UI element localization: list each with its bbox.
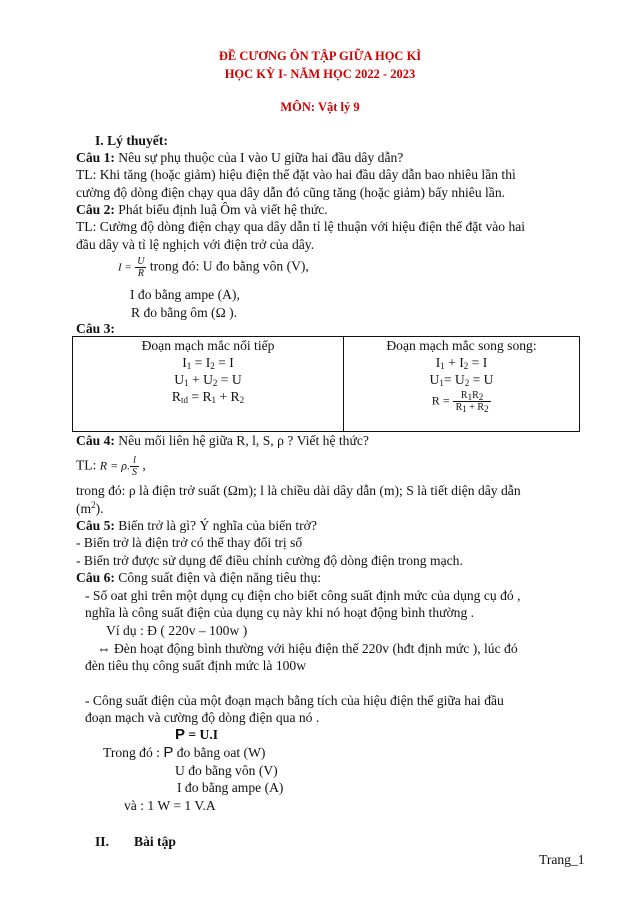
parallel-r-fraction bbox=[453, 390, 491, 413]
q6-para3-line2: đoạn mạch và cường độ dòng điện qua nó . bbox=[85, 710, 320, 725]
q4-lhs: R = ρ. bbox=[99, 458, 130, 473]
where-p-symbol: P bbox=[163, 744, 174, 761]
page-number: Trang_1 bbox=[539, 852, 585, 867]
parallel-r-numerator: $R_1R_2$ bbox=[453, 390, 491, 402]
q6-para2-line1: ⇔ Đèn hoạt động bình thường với hiệu điện thế 220v (hđt định mức ), lúc đó bbox=[97, 641, 518, 656]
series-resistance: $R_{td} = R_1 + R_2$ bbox=[171, 389, 245, 405]
parallel-r-denominator: $R_1 + R_2$ bbox=[455, 402, 489, 414]
q6-unit-equivalence: và : 1 W = 1 V.A bbox=[124, 798, 216, 813]
question-5 bbox=[76, 517, 317, 534]
q6-label: Câu 6: bbox=[76, 570, 115, 585]
q6-para1-line2: nghĩa là công suất điện của dụng cụ này khi nó hoạt động bình thường . bbox=[85, 605, 475, 620]
q4-definitions: trong đó: ρ là điện trở suất (Ωm); l là chiều dài dây dẫn (m); S là tiết diện dây dẫn bbox=[76, 483, 521, 498]
q4-label: Câu 4: bbox=[76, 433, 115, 448]
doc-title-line2: HỌC KỲ I- NĂM HỌC 2022 - 2023 bbox=[224, 67, 416, 81]
q6-where-i: I đo bằng ampe (A) bbox=[177, 780, 284, 795]
ohm-r-unit: R đo bằng ôm (Ω ). bbox=[131, 305, 238, 320]
q6-para3-line1: - Công suất điện của một đoạn mạch bằng tích của hiệu điện thế giữa hai đầu bbox=[85, 693, 504, 708]
q4-unit bbox=[76, 500, 104, 517]
q6-where-u: U đo bằng vôn (V) bbox=[175, 763, 278, 778]
section-2-title: Bài tập bbox=[134, 834, 176, 849]
q2-text: Phát biểu định luậ Ôm và viết hệ thức. bbox=[114, 202, 328, 217]
q2-answer-line1: TL: Cường độ dòng điện chạy qua dây dẫn tỉ lệ thuận với hiệu điện thế đặt vào hai bbox=[76, 219, 526, 234]
q5-label: Câu 5: bbox=[76, 518, 115, 533]
where-p-unit: đo bằng oat (W) bbox=[173, 745, 266, 760]
q6-para1-line1: - Số oat ghi trên một dụng cụ điện cho biết công suất định mức của dụng cụ đó , bbox=[85, 588, 521, 603]
doc-subject: MÔN: Vật lý 9 bbox=[280, 100, 360, 114]
question-6 bbox=[76, 569, 321, 586]
q6-power-formula bbox=[175, 726, 218, 743]
q4-unit-exponent: 2 bbox=[91, 500, 96, 510]
q1-text: Nêu sự phụ thuộc của I vào U giữa hai đầu dây dẫn? bbox=[114, 150, 404, 165]
q4-denominator: S bbox=[131, 467, 137, 478]
q4-fraction bbox=[130, 455, 139, 478]
ohm-lhs: I = bbox=[118, 261, 132, 274]
ohm-denominator: R bbox=[137, 268, 144, 279]
series-title: Đoạn mạch mắc nối tiếp bbox=[141, 338, 275, 353]
parallel-voltage: $U_1= U_2 = U$ bbox=[429, 372, 494, 388]
q1-label: Câu 1: bbox=[76, 150, 115, 165]
circuit-comparison-table bbox=[72, 336, 580, 432]
q5-answer-line1: - Biến trở là điện trở có thể thay đổi trị số bbox=[76, 535, 303, 550]
section-2-number: II. bbox=[95, 834, 109, 849]
q4-text: Nêu mối liên hệ giữa R, l, S, ρ ? Viết hệ thức? bbox=[114, 433, 369, 448]
q4-formula: TL: R = ρ. $\frac{l}{S}$ , bbox=[76, 455, 146, 478]
parallel-cell bbox=[344, 337, 580, 432]
q4-unit-end: ). bbox=[95, 501, 104, 516]
question-2 bbox=[76, 201, 328, 218]
q4-unit-base: (m bbox=[76, 501, 92, 516]
q6-example: Ví dụ : Đ ( 220v – 100w ) bbox=[106, 623, 248, 638]
series-cell bbox=[73, 337, 344, 432]
series-voltage: $U_1 + U_2 = U$ bbox=[174, 372, 242, 388]
ohm-law-formula bbox=[118, 256, 309, 279]
ohm-u-unit: trong đó: U đo bằng vôn (V), bbox=[146, 258, 309, 274]
parallel-title: Đoạn mạch mắc song song: bbox=[386, 338, 537, 353]
where-label: Trong đó : bbox=[103, 745, 164, 760]
question-4 bbox=[76, 432, 369, 449]
parallel-current: $I_1 + I_2 = I$ bbox=[435, 355, 488, 371]
section-1-title: I. Lý thuyết: bbox=[95, 133, 168, 148]
q2-answer-line2: đầu dây và tỉ lệ nghịch với điện trở của dây. bbox=[76, 237, 315, 252]
ohm-numerator: U bbox=[137, 256, 145, 267]
q2-label: Câu 2: bbox=[76, 202, 115, 217]
doc-title-line1: ĐỀ CƯƠNG ÔN TẬP GIỮA HỌC KÌ bbox=[218, 49, 422, 63]
q1-answer-line1: TL: Khi tăng (hoặc giảm) hiệu điện thế đặt vào hai đầu dây dẫn bao nhiêu lần thì bbox=[76, 167, 516, 182]
q1-answer-line2: cường độ dòng điện chạy qua dây dẫn đó cũng tăng (hoặc giảm) bấy nhiêu lần. bbox=[76, 185, 506, 200]
power-formula-rest: = U.I bbox=[185, 727, 219, 742]
q3-label: Câu 3: bbox=[76, 321, 115, 336]
q5-text: Biến trở là gì? Ý nghĩa của biến trở? bbox=[114, 518, 317, 533]
q6-para2-line2: đèn tiêu thụ công suất định mức là 100w bbox=[85, 658, 307, 673]
q6-text: Công suất điện và điện năng tiêu thụ: bbox=[114, 570, 322, 585]
q4-tl: TL: bbox=[76, 457, 97, 473]
question-1 bbox=[76, 149, 403, 166]
series-current: $I_1 = I_2 = I$ bbox=[182, 355, 234, 371]
ohm-i-unit: I đo bằng ampe (A), bbox=[130, 287, 240, 302]
q5-answer-line2: - Biến trở được sử dụng để điều chỉnh cường độ dòng điện trong mạch. bbox=[76, 553, 463, 568]
q4-numerator: l bbox=[130, 455, 139, 467]
q6-where-p bbox=[103, 744, 265, 761]
ohm-fraction bbox=[135, 256, 146, 279]
power-symbol: P bbox=[175, 726, 186, 743]
parallel-resistance bbox=[344, 390, 579, 413]
parallel-r-lhs: R = bbox=[431, 393, 450, 408]
